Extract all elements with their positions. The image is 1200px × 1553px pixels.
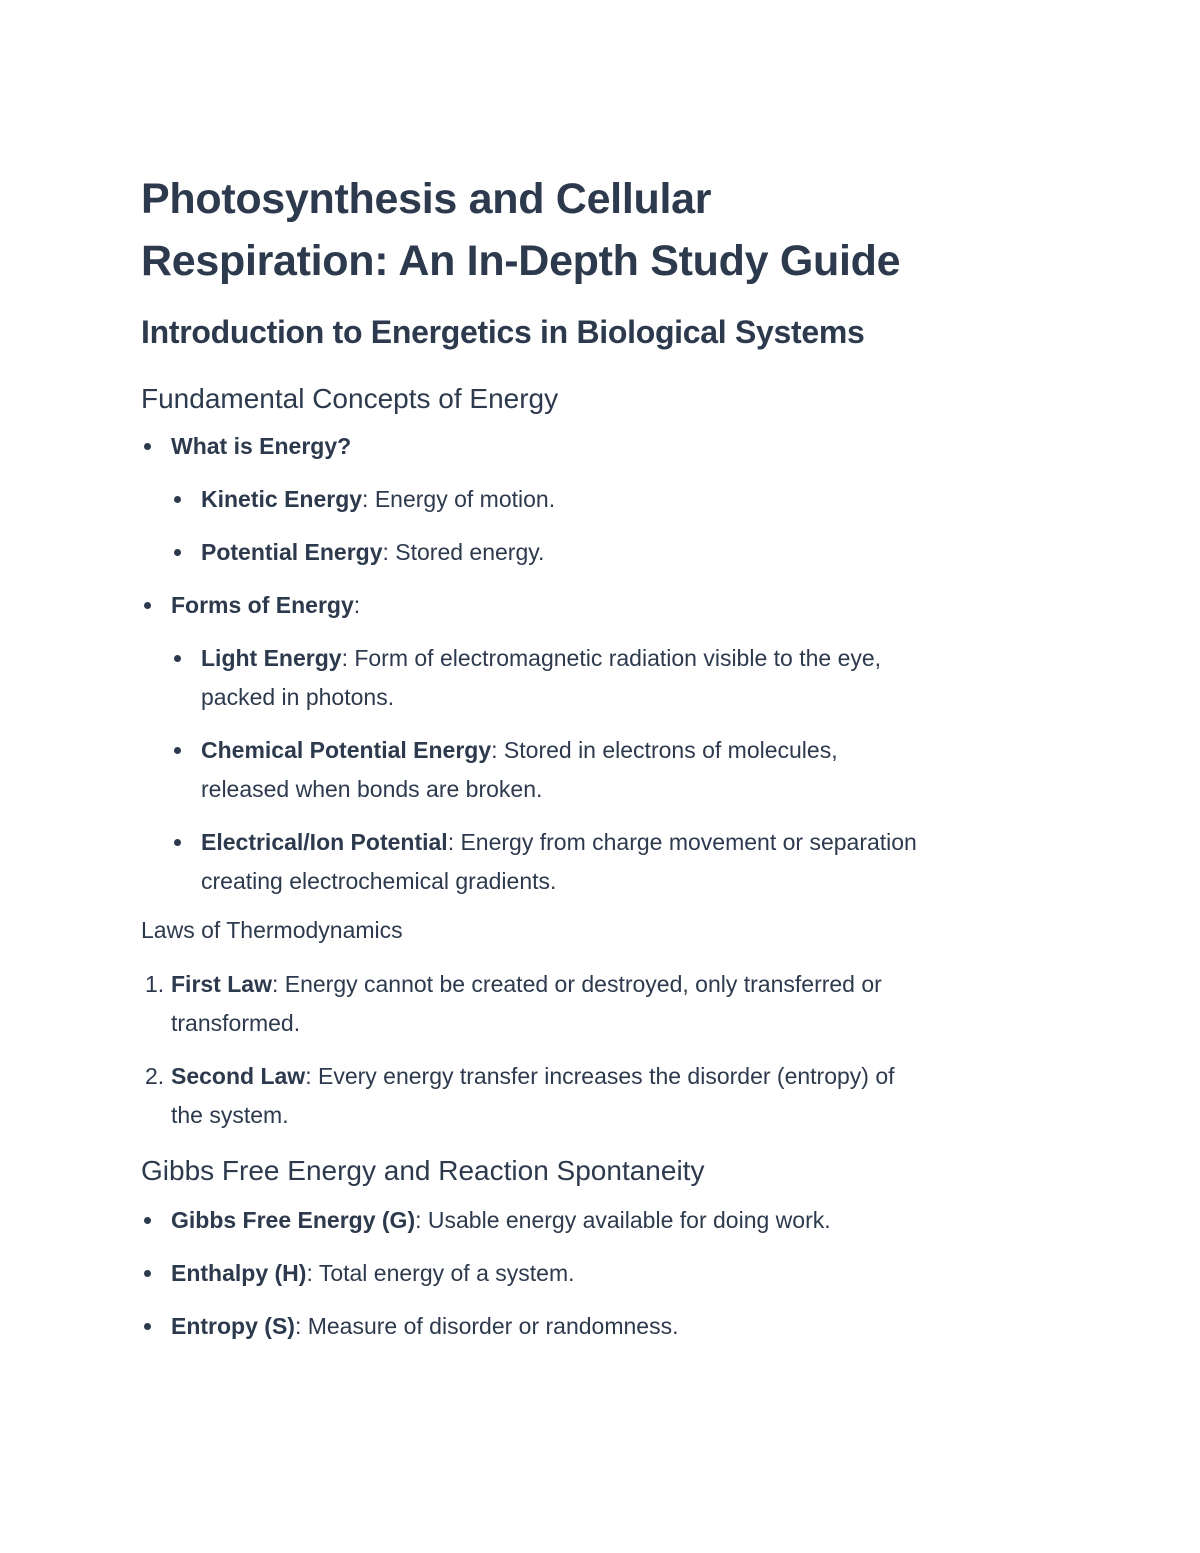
list-item-electrical-ion-potential [141,823,1081,901]
page-title [141,168,1081,292]
subheading-laws-of-thermodynamics: Laws of Thermodynamics [141,917,403,943]
subheading-fundamental-concepts: Fundamental Concepts of Energy [141,383,559,414]
term-enthalpy: Enthalpy (H) [171,1260,307,1286]
desc-enthalpy: : Total energy of a system. [306,1260,575,1286]
number-first-law: 1. [145,971,165,997]
number-second-law: 2. [145,1063,165,1089]
desc-light-energy-2: packed in photons. [201,684,395,710]
list-item-first-law [141,965,1081,1043]
laws-list [141,965,1081,1135]
list-item-potential-energy [141,533,1081,572]
energy-concepts-list [141,427,1081,901]
title-line-1: Photosynthesis and Cellular [141,175,712,223]
title-line-2: Respiration: An In-Depth Study Guide [141,237,901,285]
desc-potential-energy: : Stored energy. [382,539,545,565]
list-item-gibbs-free-energy [141,1201,1081,1240]
desc-light-energy-1: : Form of electromagnetic radiation visible to the eye, [341,645,882,671]
document-page [141,168,1081,1346]
term-second-law: Second Law [171,1063,306,1089]
term-electrical-ion-potential: Electrical/Ion Potential [201,829,448,855]
desc-electrical-ion-2: creating electrochemical gradients. [201,868,557,894]
desc-gibbs-free-energy: : Usable energy available for doing work. [415,1207,831,1233]
term-what-is-energy: What is Energy? [171,433,352,459]
list-item-second-law [141,1057,1081,1135]
list-item-enthalpy [141,1254,1081,1293]
term-light-energy: Light Energy [201,645,342,671]
desc-chemical-potential-1: : Stored in electrons of molecules, [491,737,838,763]
term-kinetic-energy: Kinetic Energy [201,486,363,512]
list-item-entropy [141,1307,1081,1346]
desc-chemical-potential-2: released when bonds are broken. [201,776,543,802]
desc-second-law-1: : Every energy transfer increases the disorder (entropy) of [305,1063,895,1089]
list-item-chemical-potential-energy [141,731,1081,809]
desc-first-law-2: transformed. [171,1010,301,1036]
list-item-kinetic-energy [141,480,1081,519]
list-item-forms-of-energy [141,586,1081,625]
term-chemical-potential-energy: Chemical Potential Energy [201,737,492,763]
term-gibbs-free-energy: Gibbs Free Energy (G) [171,1207,416,1233]
term-first-law: First Law [171,971,272,997]
desc-second-law-2: the system. [171,1102,289,1128]
subheading-gibbs-free-energy: Gibbs Free Energy and Reaction Spontaneity [141,1155,705,1186]
gibbs-list [141,1201,1081,1346]
desc-first-law-1: : Energy cannot be created or destroyed, only transferred or [271,971,882,997]
desc-kinetic-energy: : Energy of motion. [362,486,556,512]
term-forms-of-energy: Forms of Energy [171,592,354,618]
list-item-what-is-energy [141,427,1081,466]
term-entropy: Entropy (S) [171,1313,295,1339]
desc-forms-of-energy: : [353,592,361,618]
desc-electrical-ion-1: : Energy from charge movement or separation [447,829,917,855]
term-potential-energy: Potential Energy [201,539,383,565]
desc-entropy: : Measure of disorder or randomness. [294,1313,679,1339]
list-item-light-energy [141,639,1081,717]
section-heading-intro: Introduction to Energetics in Biological Systems [141,314,865,350]
